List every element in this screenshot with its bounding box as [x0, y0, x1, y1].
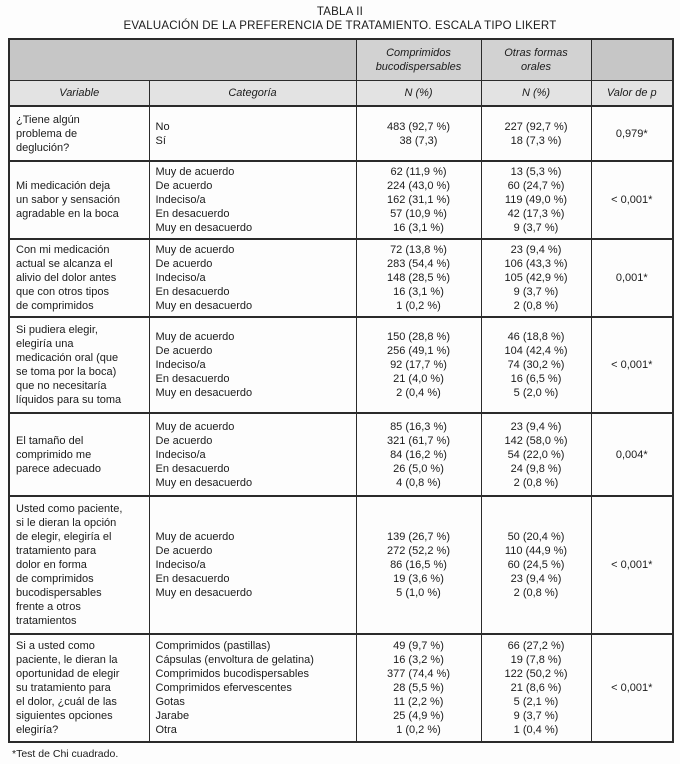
table-row: [9, 634, 673, 742]
variable-cell: ¿Tiene algún problema de deglución?: [9, 106, 149, 161]
otras-formas-cell: 50 (20,4 %) 110 (44,9 %) 60 (24,5 %) 23 (9,4 %) 2 (0,8 %): [481, 496, 591, 634]
otras-formas-cell: 23 (9,4 %) 106 (43,3 %) 105 (42,9 %) 9 (3,7 %) 2 (0,8 %): [481, 239, 591, 317]
header-group-otras-formas: Otras formas orales: [481, 39, 591, 81]
bucodispersables-cell: 62 (11,9 %) 224 (43,0 %) 162 (31,1 %) 57 (10,9 %) 16 (3,1 %): [356, 161, 481, 239]
table-number: TABLA II: [316, 6, 364, 18]
category-cell: Muy de acuerdo De acuerdo Indeciso/a En desacuerdo Muy en desacuerdo: [149, 413, 356, 496]
bucodispersables-cell: 72 (13,8 %) 283 (54,4 %) 148 (28,5 %) 16 (3,1 %) 1 (0,2 %): [356, 239, 481, 317]
variable-cell: Mi medicación deja un sabor y sensación agradable en la boca: [9, 161, 149, 239]
variable-cell: Usted como paciente, si le dieran la opción de elegir, elegiría el tratamiento para dolor en forma de comprimidos bucodispersables frente a otros tratamientos: [9, 496, 149, 634]
table-row: [9, 161, 673, 239]
otras-formas-cell: 66 (27,2 %) 19 (7,8 %) 122 (50,2 %) 21 (8,6 %) 5 (2,1 %) 9 (3,7 %) 1 (0,4 %): [481, 634, 591, 742]
table-row: [9, 413, 673, 496]
p-value-cell: 0,001*: [591, 239, 673, 317]
otras-formas-cell: 227 (92,7 %) 18 (7,3 %): [481, 106, 591, 161]
p-value-cell: 0,004*: [591, 413, 673, 496]
header-valor-p: Valor de p: [591, 81, 673, 107]
table-body: [9, 106, 673, 742]
likert-table: [8, 38, 674, 743]
header-variable: Variable: [9, 81, 149, 107]
header-n-pct-bucodispersables: N (%): [356, 81, 481, 107]
table-caption: EVALUACIÓN DE LA PREFERENCIA DE TRATAMIENTO. ESCALA TIPO LIKERT: [123, 20, 557, 32]
variable-cell: Si a usted como paciente, le dieran la oportunidad de elegir su tratamiento para el dolor, ¿cuál de las siguientes opciones elegiría?: [9, 634, 149, 742]
p-value-cell: < 0,001*: [591, 634, 673, 742]
table-header: [9, 39, 673, 106]
p-value-cell: < 0,001*: [591, 161, 673, 239]
category-cell: Comprimidos (pastillas) Cápsulas (envoltura de gelatina) Comprimidos bucodispersables Comprimidos efervescentes Gotas Jarabe Otra: [149, 634, 356, 742]
table-row: [9, 239, 673, 317]
otras-formas-cell: 23 (9,4 %) 142 (58,0 %) 54 (22,0 %) 24 (9,8 %) 2 (0,8 %): [481, 413, 591, 496]
table-title-block: [0, 5, 680, 33]
table-row: [9, 106, 673, 161]
header-label-row: [9, 81, 673, 107]
category-cell: Muy de acuerdo De acuerdo Indeciso/a En desacuerdo Muy en desacuerdo: [149, 239, 356, 317]
variable-cell: El tamaño del comprimido me parece adecuado: [9, 413, 149, 496]
bucodispersables-cell: 139 (26,7 %) 272 (52,2 %) 86 (16,5 %) 19 (3,6 %) 5 (1,0 %): [356, 496, 481, 634]
p-value-cell: < 0,001*: [591, 317, 673, 413]
table-row: [9, 317, 673, 413]
category-cell: Muy de acuerdo De acuerdo Indeciso/a En desacuerdo Muy en desacuerdo: [149, 317, 356, 413]
header-categoria: Categoría: [149, 81, 356, 107]
header-group-row: [9, 39, 673, 81]
header-group-bucodispersables: Comprimidos bucodispersables: [356, 39, 481, 81]
bucodispersables-cell: 483 (92,7 %) 38 (7,3): [356, 106, 481, 161]
otras-formas-cell: 46 (18,8 %) 104 (42,4 %) 74 (30,2 %) 16 (6,5 %) 5 (2,0 %): [481, 317, 591, 413]
header-n-pct-otras-formas: N (%): [481, 81, 591, 107]
category-cell: Muy de acuerdo De acuerdo Indeciso/a En desacuerdo Muy en desacuerdo: [149, 161, 356, 239]
p-value-cell: < 0,001*: [591, 496, 673, 634]
header-spacer-left: [9, 39, 356, 81]
bucodispersables-cell: 49 (9,7 %) 16 (3,2 %) 377 (74,4 %) 28 (5,5 %) 11 (2,2 %) 25 (4,9 %) 1 (0,2 %): [356, 634, 481, 742]
category-cell: No Sí: [149, 106, 356, 161]
otras-formas-cell: 13 (5,3 %) 60 (24,7 %) 119 (49,0 %) 42 (17,3 %) 9 (3,7 %): [481, 161, 591, 239]
table-footnote: *Test de Chi cuadrado.: [12, 748, 119, 760]
header-spacer-right: [591, 39, 673, 81]
variable-cell: Con mi medicación actual se alcanza el alivio del dolor antes que con otros tipos de comprimidos: [9, 239, 149, 317]
table-row: [9, 496, 673, 634]
bucodispersables-cell: 85 (16,3 %) 321 (61,7 %) 84 (16,2 %) 26 (5,0 %) 4 (0,8 %): [356, 413, 481, 496]
variable-cell: Si pudiera elegir, elegiría una medicación oral (que se toma por la boca) que no necesitaría líquidos para su toma: [9, 317, 149, 413]
category-cell: Muy de acuerdo De acuerdo Indeciso/a En desacuerdo Muy en desacuerdo: [149, 496, 356, 634]
bucodispersables-cell: 150 (28,8 %) 256 (49,1 %) 92 (17,7 %) 21 (4,0 %) 2 (0,4 %): [356, 317, 481, 413]
p-value-cell: 0,979*: [591, 106, 673, 161]
